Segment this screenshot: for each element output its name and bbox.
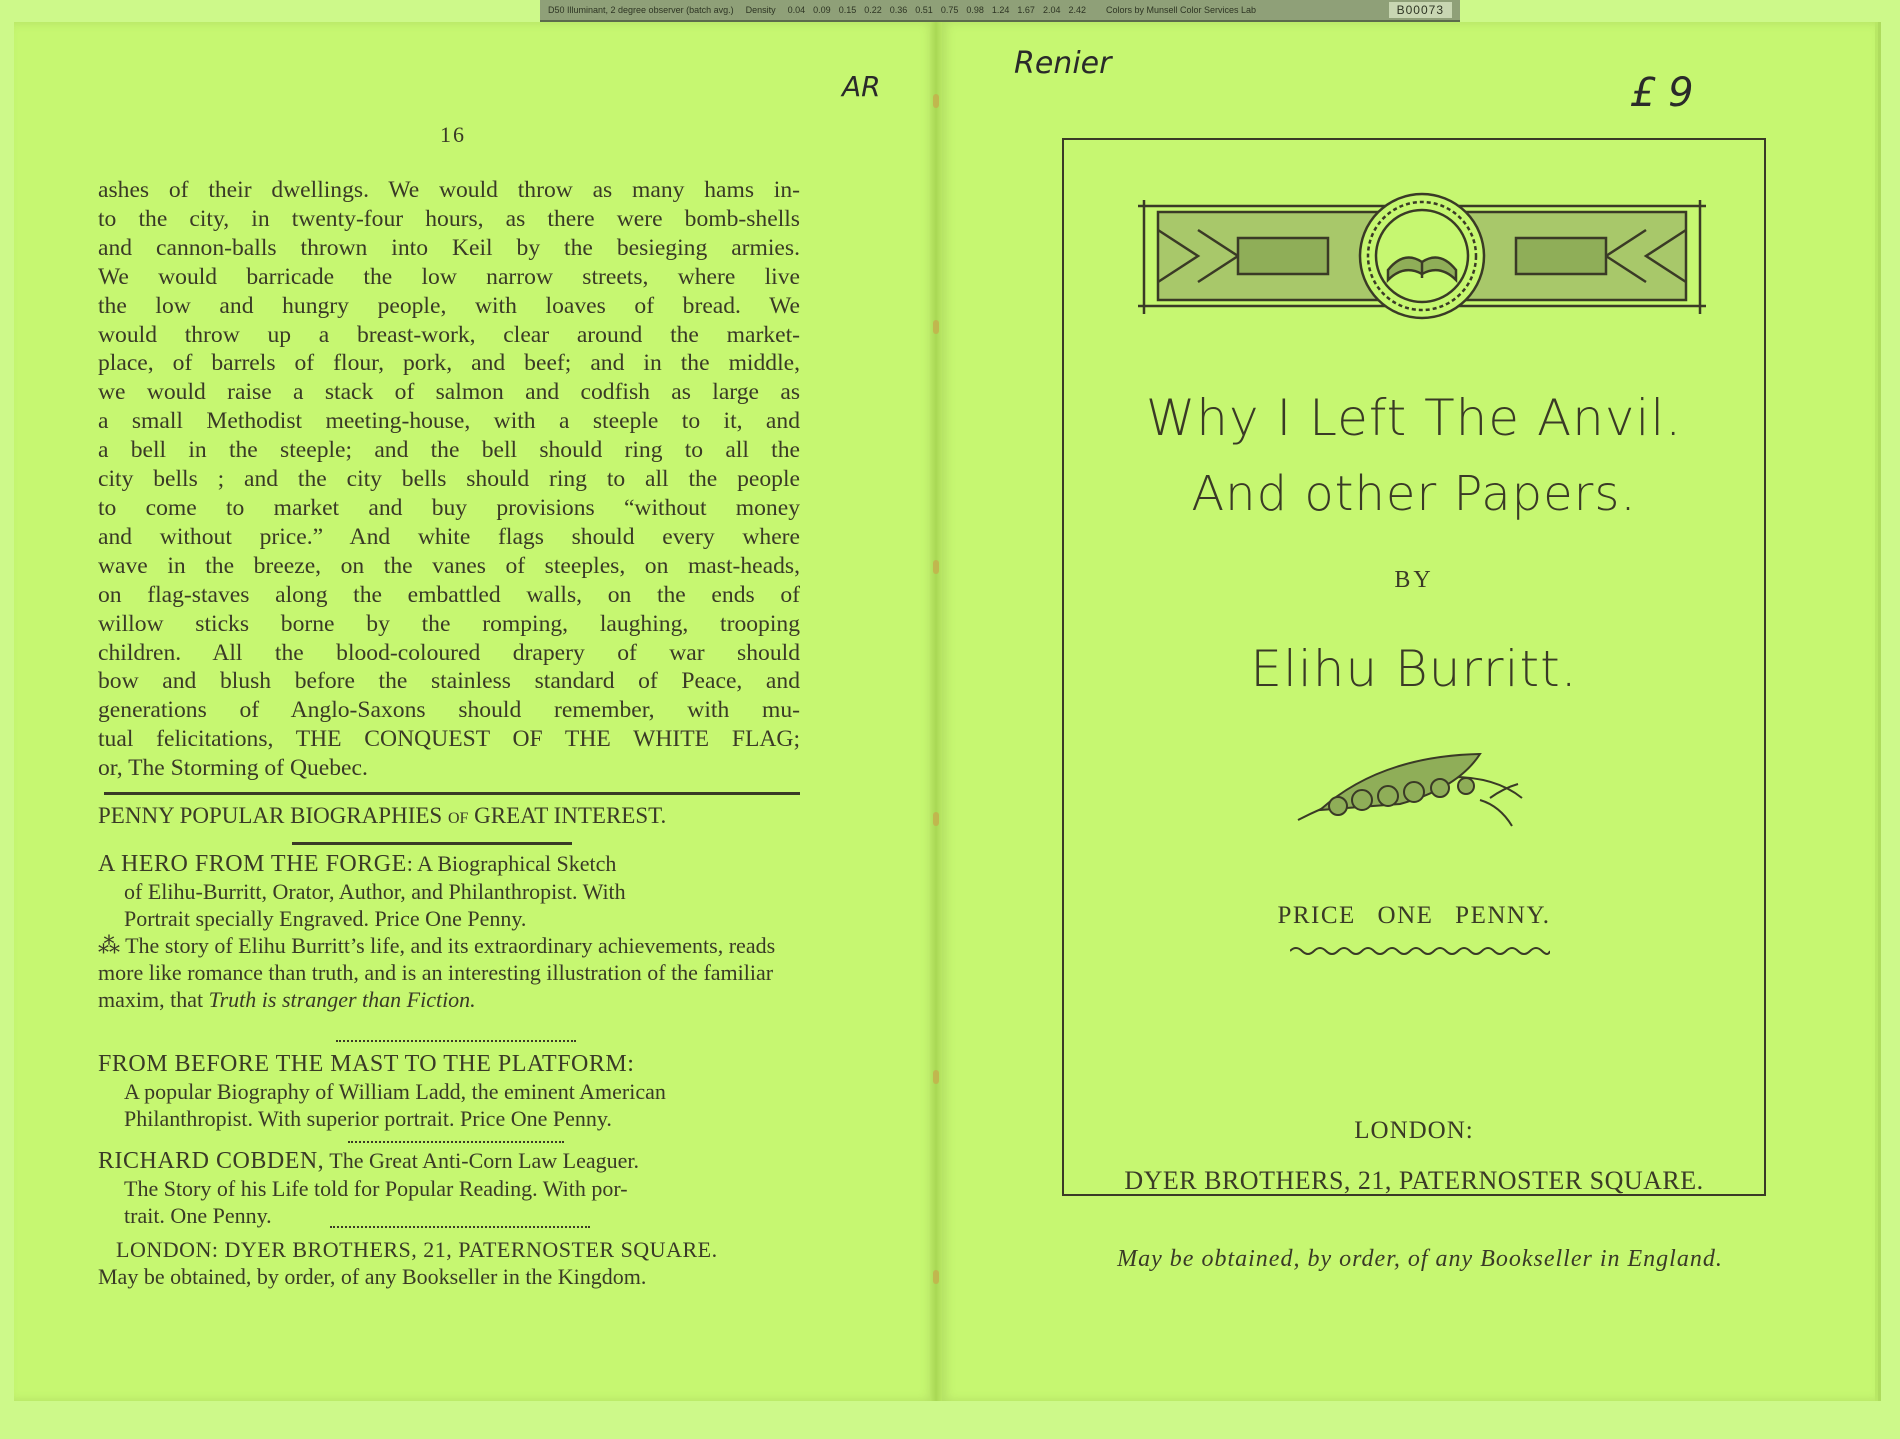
book-gutter — [930, 22, 942, 1401]
footer-availability: May be obtained, by order, of any Bookseller in the Kingdom. — [98, 1264, 647, 1289]
ad-title: RICHARD COBDEN, — [98, 1148, 325, 1174]
body-line: we would raise a stack of salmon and codfish as large as — [98, 379, 800, 406]
calibration-credit: Colors by Munsell Color Services Lab — [1106, 5, 1257, 15]
density-value: 2.04 — [1042, 5, 1061, 15]
body-line: generations of Anglo-Saxons should remember, with mu- — [98, 697, 800, 724]
ads-heading-part-b: GREAT INTEREST. — [474, 803, 667, 828]
binding-stitch — [933, 812, 939, 826]
body-line: the low and hungry people, with loaves of bread. We — [98, 292, 800, 319]
ad-line: trait. One Penny. — [124, 1203, 272, 1228]
handwritten-mark: AR — [842, 70, 881, 103]
ads-heading — [98, 803, 800, 829]
color-calibration-strip — [540, 0, 1460, 22]
body-line: wave in the breeze, on the vanes of steeples, on mast-heads, — [98, 552, 800, 579]
ad-line: of Elihu-Burritt, Orator, Author, and Philanthropist. With — [124, 879, 626, 904]
imprint-city: LONDON: — [1354, 1117, 1474, 1144]
body-line: bow and blush before the stainless standard of Peace, and — [98, 668, 800, 695]
density-value: 0.15 — [838, 5, 857, 15]
binding-stitch — [933, 1070, 939, 1084]
body-line: and without price.” And white flags should every where — [98, 523, 800, 550]
dotted-separator — [330, 1226, 590, 1228]
calibration-id: B00073 — [1389, 2, 1452, 18]
ad-line: Philanthropist. With superior portrait. Price One Penny. — [124, 1106, 612, 1131]
binding-stitch — [933, 320, 939, 334]
availability-note: May be obtained, by order, of any Bookseller in England. — [1117, 1246, 1723, 1272]
body-line: tual felicitations, THE CONQUEST OF THE WHITE FLAG; — [98, 726, 800, 753]
calibration-label: D50 Illuminant, 2 degree observer (batch avg.) — [548, 5, 734, 15]
ad-richard-cobden — [98, 1147, 800, 1229]
book-subtitle: And other Papers. — [1191, 466, 1637, 522]
body-line: to come to market and buy provisions “without money — [98, 494, 800, 521]
density-values — [788, 5, 1094, 15]
density-value: 0.09 — [813, 5, 831, 15]
ad-title: FROM BEFORE THE MAST TO THE PLATFORM: — [98, 1051, 635, 1077]
body-line: or, The Storming of Quebec. — [98, 755, 368, 782]
page-number: 16 — [440, 122, 466, 147]
density-value: 0.51 — [915, 5, 933, 15]
ad-line: Portrait specially Engraved. Price One Penny. — [124, 906, 527, 931]
asterism-mark: ⁂ — [98, 933, 120, 958]
price-label: PRICE ONE PENNY. — [1277, 902, 1551, 929]
body-line: city bells ; and the city bells should ring to all the people — [98, 466, 800, 493]
left-footer — [98, 1236, 800, 1290]
by-label: BY — [1394, 567, 1434, 593]
ad-lead: : A Biographical Sketch — [406, 851, 617, 876]
body-line: ashes of their dwellings. We would throw as many hams in- — [98, 177, 800, 203]
binding-stitch — [933, 560, 939, 574]
body-line: on flag-staves along the embattled walls, on the ends of — [98, 581, 800, 608]
body-line: willow sticks borne by the romping, laughing, trooping — [98, 610, 800, 637]
ad-note-italic: Truth is stranger than Fiction. — [208, 987, 476, 1012]
density-value: 0.36 — [889, 5, 908, 15]
ads-heading-part-a: PENNY POPULAR BIOGRAPHIES — [98, 803, 443, 828]
body-line: place, of barrels of flour, pork, and beef; and in the middle, — [98, 350, 800, 377]
body-line: We would barricade the low narrow streets, where live — [98, 263, 800, 290]
ad-lead: The Great Anti-Corn Law Leaguer. — [324, 1148, 640, 1173]
ad-title: A HERO FROM THE FORGE — [98, 851, 407, 877]
density-value: 0.98 — [966, 5, 984, 15]
density-value: 0.75 — [940, 5, 959, 15]
book-title: Why I Left The Anvil. — [1145, 389, 1683, 447]
imprint-publisher: DYER BROTHERS, 21, PATERNOSTER SQUARE. — [1124, 1166, 1704, 1195]
body-line: and cannon-balls thrown into Keil by the besieging armies. — [98, 234, 800, 261]
body-line: to the city, in twenty-four hours, as there were bomb-shells — [98, 205, 800, 232]
dotted-separator — [348, 1141, 564, 1143]
density-value: 2.42 — [1068, 5, 1086, 15]
body-line: children. All the blood-coloured drapery of war should — [98, 639, 800, 666]
handwritten-name: Renier — [1014, 46, 1112, 81]
ad-before-the-mast — [98, 1050, 800, 1132]
book-emblem-headpiece — [1138, 190, 1706, 324]
ad-note-text: The story of Elihu Burritt’s life, and its extraordinary achievements, reads more like romance than truth, and is an interesting illustration of the familiar maxim, that — [98, 933, 776, 1012]
density-label: Density — [745, 5, 776, 15]
wavy-rule — [1290, 945, 1550, 957]
density-value: 0.22 — [864, 5, 882, 15]
density-value: 1.24 — [991, 5, 1010, 15]
body-line: a bell in the steeple; and the bell should ring to all the — [98, 437, 800, 464]
dotted-separator — [336, 1040, 576, 1042]
ad-note — [98, 932, 800, 1013]
ad-line: A popular Biography of William Ladd, the eminent American — [124, 1079, 666, 1104]
handwritten-price: £ 9 — [1630, 70, 1694, 116]
ads-heading-of: OF — [447, 810, 469, 827]
ad-hero-from-the-forge — [98, 850, 800, 1013]
body-line: would throw up a breast-work, clear around the market- — [98, 321, 800, 348]
ad-line: The Story of his Life told for Popular Reading. With por- — [124, 1176, 628, 1201]
section-rule — [104, 792, 800, 795]
binding-stitch — [933, 1270, 939, 1284]
author-name: Elihu Burritt. — [1250, 640, 1578, 698]
density-value: 1.67 — [1017, 5, 1035, 15]
heading-underline — [292, 842, 572, 845]
floral-ornament — [1290, 748, 1540, 843]
body-text — [98, 176, 800, 783]
binding-stitch — [933, 94, 939, 108]
density-value: 0.04 — [787, 5, 806, 15]
body-line: a small Methodist meeting-house, with a steeple to it, and — [98, 408, 800, 435]
footer-publisher: LONDON: DYER BROTHERS, 21, PATERNOSTER SQUARE. — [116, 1237, 718, 1262]
